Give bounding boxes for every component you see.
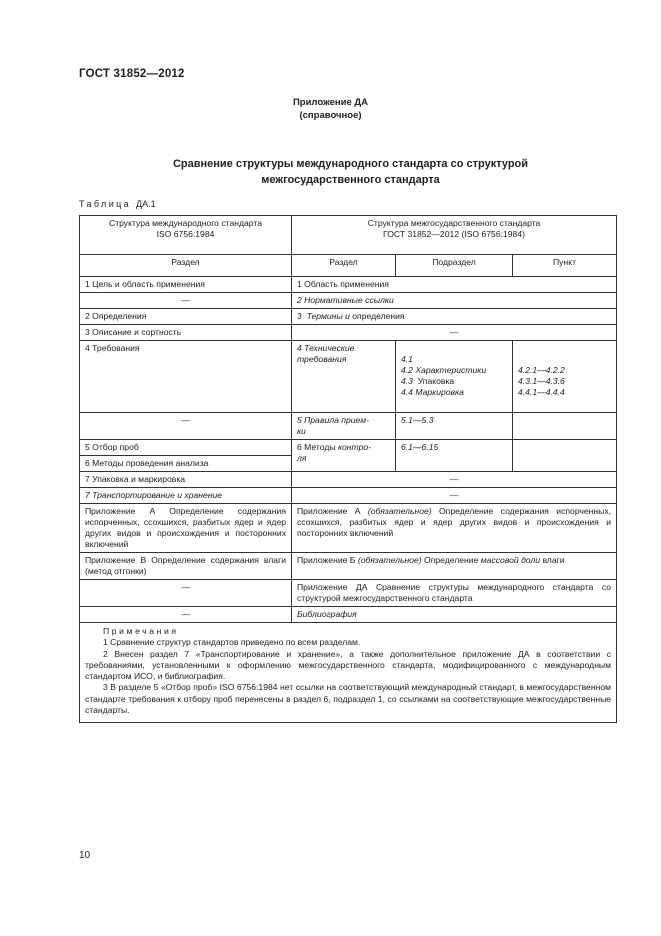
header-subsection: Подраздел bbox=[396, 255, 513, 277]
table-header-row bbox=[80, 216, 617, 255]
section-title-line2: межгосударственного стандарта bbox=[261, 174, 440, 186]
table-row bbox=[80, 607, 617, 623]
table-row bbox=[80, 580, 617, 607]
table-subheader-row bbox=[80, 255, 617, 277]
note-1: 1 Сравнение структур стандартов приведено по всем разделам. bbox=[103, 637, 361, 648]
table-cell bbox=[513, 440, 617, 472]
header-gost-section: Раздел bbox=[292, 255, 396, 277]
table-cell: — bbox=[80, 293, 292, 309]
table-cell: 3 Термины и определения bbox=[292, 309, 617, 325]
comparison-table bbox=[79, 215, 617, 723]
table-cell: 3 Описание и сортность bbox=[80, 325, 292, 341]
header-gost-structure: Структура межгосударственного стандарта ГОСТ 31852—2012 (ISO 6756:1984) bbox=[292, 216, 617, 255]
notes-title: Примечания bbox=[103, 626, 179, 636]
table-label-number: ДА.1 bbox=[136, 199, 156, 209]
header-intl-structure: Структура международного стандарта ISO 6756:1984 bbox=[80, 216, 292, 255]
table-row bbox=[80, 440, 617, 456]
table-row bbox=[80, 325, 617, 341]
table-row bbox=[80, 293, 617, 309]
table-cell: Приложение А Определение содержания испорченных, ссохшихся, разбитых ядер и ядер других видов и происхождения и посторонних включений bbox=[80, 504, 292, 553]
table-cell: 6 Методы проведения анализа bbox=[80, 456, 292, 472]
table-cell: Приложение ДА Сравнение структуры международного стандарта со структурой межгосударственного стандарта bbox=[292, 580, 617, 607]
table-cell: 2 Нормативные ссылки bbox=[292, 293, 617, 309]
table-cell: Приложение Б (обязательное) Определение массовой доли влаги bbox=[292, 553, 617, 580]
table-label-prefix: Таблица bbox=[79, 199, 132, 209]
table-row bbox=[80, 504, 617, 553]
note-2: 2 Внесен раздел 7 «Транспортирование и хранение», а также дополнительное приложение ДА в соответствии с требованиями, установленными к оформлению межгосударственного стандарта, модифицированного с международным стандартом ИСО, и библиография. bbox=[85, 648, 612, 682]
appendix-subtitle: (справочное) bbox=[299, 110, 362, 121]
table-cell: — bbox=[292, 488, 617, 504]
document-code: ГОСТ 31852—2012 bbox=[79, 68, 185, 80]
table-cell: 6 Методы контро- ля bbox=[292, 440, 396, 472]
table-cell: 4 Требования bbox=[80, 341, 292, 413]
table-cell: 2 Определения bbox=[80, 309, 292, 325]
table-cell: 1 Область применения bbox=[292, 277, 617, 293]
table-cell: Приложение В Определение содержания влаги (метод отгонки) bbox=[80, 553, 292, 580]
table-row bbox=[80, 488, 617, 504]
table-cell: 5 Правила прием- ки bbox=[292, 413, 396, 440]
table-row bbox=[80, 309, 617, 325]
table-cell: 4 Технические требования bbox=[292, 341, 396, 413]
appendix-title: Приложение ДА bbox=[292, 97, 369, 108]
table-cell: — bbox=[80, 413, 292, 440]
table-cell: 6.1—6.15 bbox=[396, 440, 513, 472]
note-3: 3 В разделе 5 «Отбор проб» ISO 6756:1984 нет ссылки на соответствующий международный стандарт, в межгосударственном стандарте требования к отбору проб перенесены в раздел 6, подраздел 1, со ссылками на соответствующие межгосударственные стандарты. bbox=[85, 682, 612, 716]
header-intl-section: Раздел bbox=[80, 255, 292, 277]
table-cell: 4.1 4.2 Характеристики 4.3 Упаковка 4.4 Маркировка bbox=[396, 341, 513, 413]
table-notes-row bbox=[80, 623, 617, 723]
table-cell: Библиография bbox=[292, 607, 617, 623]
table-cell: 7 Упаковка и маркировка bbox=[80, 472, 292, 488]
table-cell: — bbox=[292, 472, 617, 488]
table-notes bbox=[80, 623, 617, 723]
table-cell: 7 Транспортирование и хранение bbox=[80, 488, 292, 504]
table-cell: 1 Цель и область применения bbox=[80, 277, 292, 293]
table-label bbox=[79, 199, 156, 209]
table-cell: 4.2.1—4.2.2 4.3.1—4.3.6 4.4.1—4.4.4 bbox=[513, 341, 617, 413]
table-row bbox=[80, 277, 617, 293]
table-cell: 5.1—5.3 bbox=[396, 413, 513, 440]
header-point: Пункт bbox=[513, 255, 617, 277]
table-cell: Приложение А (обязательное) Определение содержания испорченных, ссохшихся, разбитых ядер и ядер других видов и происхождения и посторонних включений bbox=[292, 504, 617, 553]
table-cell: — bbox=[80, 607, 292, 623]
table-row bbox=[80, 341, 617, 413]
table-cell: — bbox=[80, 580, 292, 607]
table-cell: 5 Отбор проб bbox=[80, 440, 292, 456]
table-row bbox=[80, 472, 617, 488]
table-cell bbox=[513, 413, 617, 440]
section-title bbox=[120, 156, 581, 188]
table-row bbox=[80, 413, 617, 440]
section-title-line1: Сравнение структуры международного стандарта со структурой bbox=[172, 158, 529, 170]
page-number: 10 bbox=[79, 850, 91, 861]
appendix-heading bbox=[0, 96, 661, 122]
table-row bbox=[80, 553, 617, 580]
table-cell: — bbox=[292, 325, 617, 341]
